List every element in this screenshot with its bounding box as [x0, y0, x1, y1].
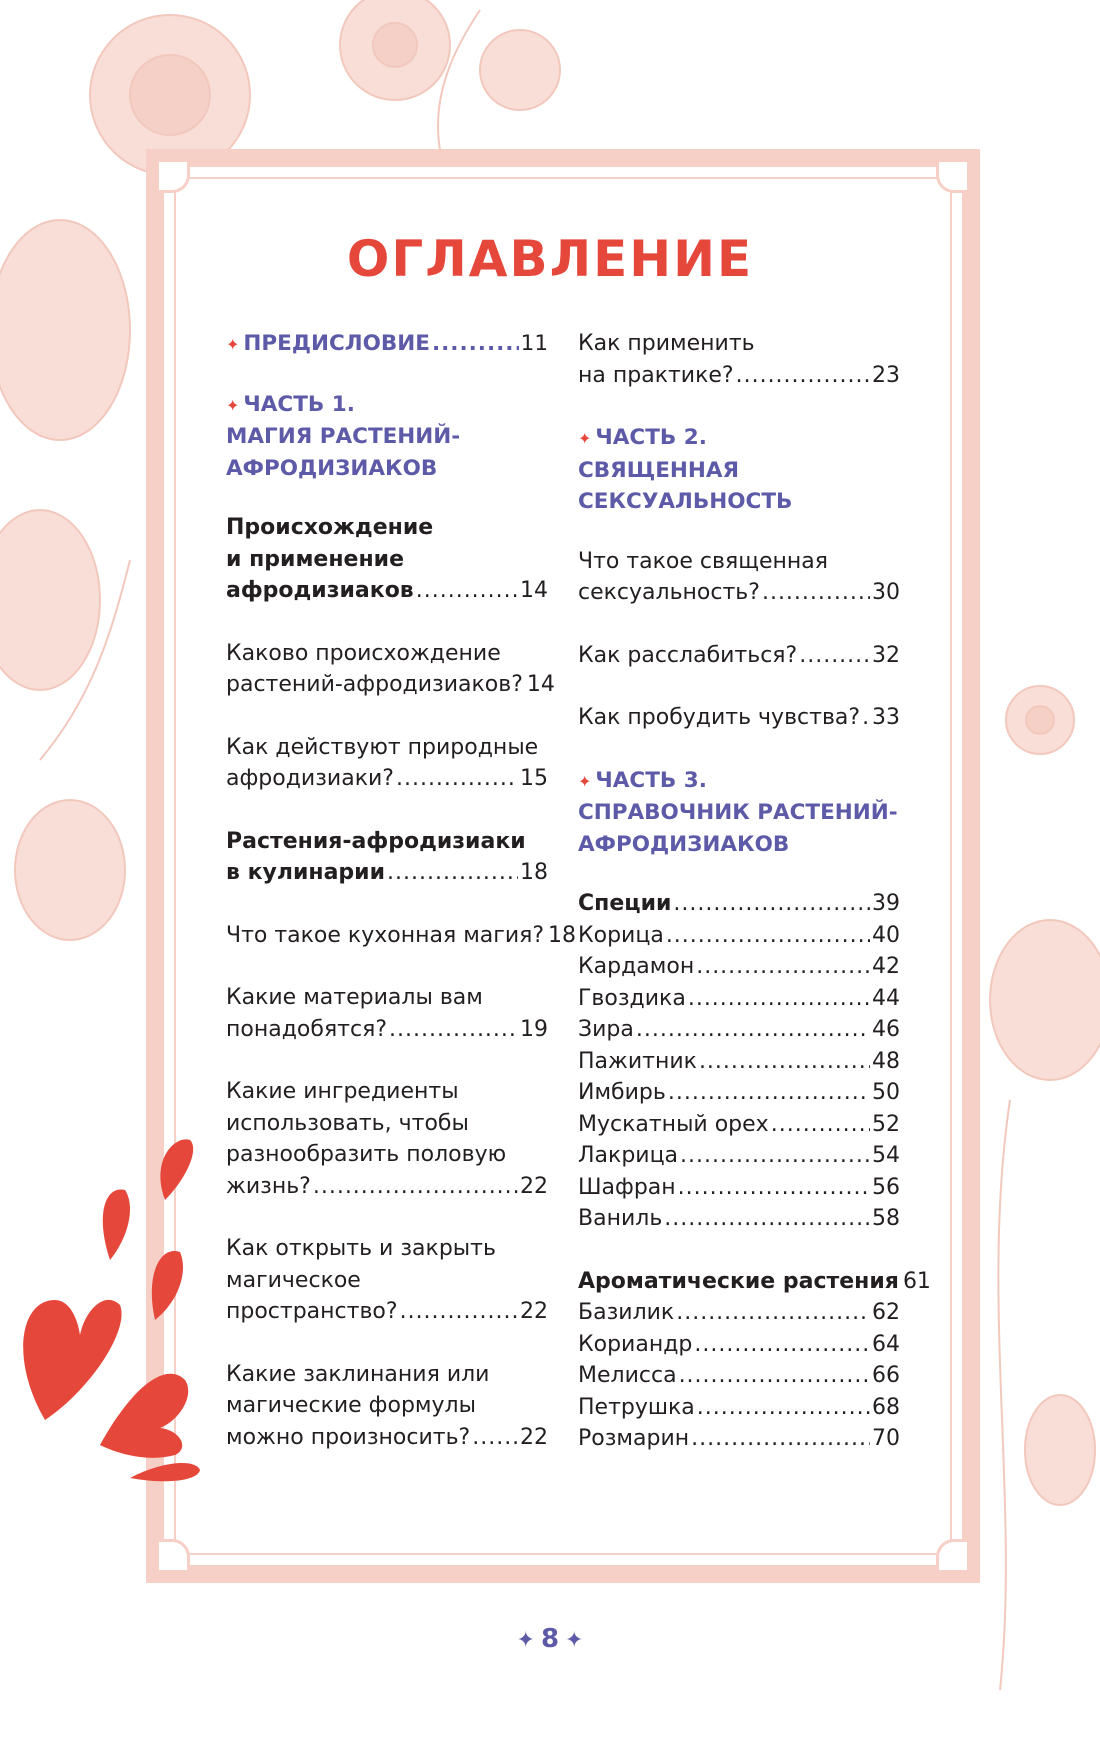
entry-text-line: магическое — [226, 1267, 361, 1293]
page-number: 50 — [872, 1080, 900, 1105]
page-number: 40 — [872, 922, 900, 948]
leader-dots — [676, 1297, 870, 1329]
entry-text-line: магические формулы — [226, 1393, 476, 1418]
toc-entry[interactable] — [578, 920, 900, 952]
page-title: ОГЛАВЛЕНИЕ — [346, 230, 754, 288]
leader-dots — [432, 328, 519, 360]
page-number: 66 — [872, 1363, 900, 1388]
entry-text-line: Петрушка — [578, 1394, 695, 1420]
page-number: 70 — [872, 1426, 900, 1451]
toc-entry[interactable] — [226, 512, 548, 607]
entry-text-line: Как применить — [578, 331, 755, 356]
leader-dots — [696, 951, 870, 983]
page-number: 48 — [872, 1048, 900, 1074]
leader-dots — [313, 1171, 518, 1203]
entry-text-line: Лакрица — [578, 1143, 679, 1168]
diamond-star-icon: ✦ — [226, 335, 240, 354]
diamond-star-icon: ✦ — [578, 429, 592, 448]
page-number: 23 — [872, 362, 900, 388]
part-heading-line: СПРАВОЧНИК РАСТЕНИЙ- — [578, 800, 898, 825]
page-number: 14 — [526, 672, 555, 697]
toc-entry[interactable] — [578, 983, 900, 1015]
diamond-star-icon: ✦ — [565, 1628, 584, 1653]
toc-part-heading[interactable] — [578, 765, 900, 861]
toc-entry[interactable] — [578, 1423, 900, 1455]
preface-label: ПРЕДИСЛОВИЕ — [243, 331, 430, 356]
toc-entry[interactable] — [226, 732, 548, 795]
page-number: 14 — [520, 578, 548, 603]
page-number: 11 — [520, 331, 548, 356]
leader-dots — [771, 1109, 870, 1141]
heart-icon — [23, 1300, 121, 1420]
diamond-star-icon: ✦ — [226, 395, 240, 415]
toc-entry[interactable] — [578, 328, 900, 391]
page-number: 58 — [872, 1206, 900, 1231]
leader-dots — [396, 763, 518, 795]
heart-icon — [152, 1251, 183, 1320]
heart-icon — [100, 1374, 188, 1458]
part-heading-line: АФРОДИЗИАКОВ — [226, 455, 438, 481]
entry-text-line: Ваниль — [578, 1206, 663, 1231]
page-number: 32 — [872, 642, 900, 668]
toc-entry[interactable] — [578, 951, 900, 983]
entry-text-line: Кориандр — [578, 1331, 693, 1357]
entry-text-line: Что такое священная — [578, 548, 828, 574]
entry-text-line: Какие ингредиенты — [226, 1079, 459, 1104]
entry-text-line: жизнь? — [226, 1173, 311, 1199]
page-number: 64 — [872, 1331, 900, 1357]
entry-text-line: Какие материалы вам — [226, 985, 483, 1010]
page-number: 56 — [872, 1174, 900, 1200]
toc-entry[interactable] — [578, 888, 900, 920]
leader-dots — [762, 577, 870, 609]
leader-dots — [666, 920, 870, 952]
toc-entry[interactable] — [578, 546, 900, 609]
entry-text-line: Базилик — [578, 1300, 675, 1325]
toc-part-heading[interactable] — [578, 422, 900, 518]
page-number: 61 — [902, 1268, 931, 1294]
heart-icon — [103, 1189, 130, 1260]
leader-dots — [678, 1172, 870, 1204]
part-heading-line: МАГИЯ РАСТЕНИЙ- — [226, 424, 461, 449]
page-number: 62 — [872, 1300, 900, 1325]
toc-entry[interactable] — [226, 638, 555, 701]
entry-text-line: Как расслабиться? — [578, 642, 798, 668]
leader-dots — [862, 702, 870, 734]
leader-dots — [387, 857, 518, 889]
toc-entry[interactable] — [578, 1203, 900, 1235]
toc-preface[interactable] — [226, 328, 548, 361]
leader-dots — [679, 1360, 870, 1392]
leader-dots — [699, 1046, 870, 1078]
toc-entry[interactable] — [226, 920, 577, 952]
page-number: 68 — [872, 1394, 900, 1420]
entry-text-line: афродизиаков — [226, 578, 414, 603]
leader-dots — [416, 575, 518, 607]
entry-text-line: разнообразить половую — [226, 1142, 507, 1167]
toc-entry[interactable] — [578, 1297, 900, 1329]
page-number: 52 — [872, 1111, 900, 1137]
toc-entry[interactable] — [226, 1233, 548, 1328]
toc-right-column — [578, 328, 931, 1486]
toc-entry[interactable] — [226, 1076, 548, 1202]
leader-dots — [472, 1422, 518, 1454]
page-number: 44 — [872, 985, 900, 1011]
leader-dots — [697, 1392, 870, 1424]
part-heading-line: АФРОДИЗИАКОВ — [578, 831, 790, 857]
toc-entry[interactable] — [578, 702, 900, 734]
part-heading-line: СЕКСУАЛЬНОСТЬ — [578, 489, 793, 514]
page-number-footer — [0, 1624, 1100, 1654]
part-heading-line: ЧАСТЬ 1. — [243, 391, 355, 417]
entry-text-line: Ароматические растения — [578, 1268, 899, 1294]
leader-dots — [668, 1077, 870, 1109]
leader-dots — [664, 1203, 870, 1235]
toc-entry[interactable] — [578, 1046, 900, 1078]
entry-text-line: Происхождение — [226, 515, 434, 540]
entry-text-line: Что такое кухонная магия? — [226, 922, 545, 948]
entry-text-line: Шафран — [578, 1174, 676, 1200]
entry-text-line: можно произносить? — [226, 1424, 471, 1450]
toc-list-aromatic — [578, 1266, 931, 1455]
part-heading-line: ЧАСТЬ 2. — [595, 425, 707, 450]
leader-dots — [736, 360, 870, 392]
page-number: 30 — [872, 580, 900, 605]
leader-dots — [680, 1140, 870, 1172]
toc-list-spices — [578, 888, 900, 1235]
page-number: 22 — [520, 1424, 548, 1450]
entry-text-line: Как открыть и закрыть — [226, 1236, 496, 1261]
diamond-star-icon: ✦ — [578, 771, 592, 791]
toc-entry[interactable] — [578, 1140, 900, 1172]
toc-entry[interactable] — [578, 1266, 931, 1298]
entry-text-line: Растения-афродизиаки — [226, 828, 526, 854]
entry-text-line: растений-афродизиаков? — [226, 672, 523, 697]
heart-icon — [130, 1463, 200, 1481]
toc-entry[interactable] — [578, 1329, 900, 1361]
entry-text-line: Как пробудить чувства? — [578, 705, 861, 730]
page-number: 18 — [520, 860, 548, 885]
entry-text-line: Пажитник — [578, 1048, 697, 1074]
toc-entry[interactable] — [578, 1392, 900, 1424]
page-number: 39 — [872, 891, 900, 916]
leader-dots — [389, 1014, 518, 1046]
heart-icon — [160, 1139, 193, 1200]
toc-entry[interactable] — [226, 826, 548, 889]
toc-left-column — [226, 328, 577, 1484]
entry-text-line: Как действуют природные — [226, 734, 539, 760]
page-number: 19 — [520, 1016, 548, 1042]
entry-text-line: Зира — [578, 1017, 634, 1042]
entry-text-line: на практике? — [578, 362, 734, 388]
page-number: 46 — [872, 1017, 900, 1042]
page-number-value: 8 — [540, 1624, 560, 1654]
part-heading-line: СВЯЩЕННАЯ — [578, 457, 740, 483]
entry-text-line: афродизиаки? — [226, 766, 394, 791]
leader-dots — [691, 1423, 870, 1455]
entry-text-line: пространство? — [226, 1299, 398, 1324]
entry-text-line: сексуальность? — [578, 580, 760, 605]
entry-text-line: Мелисса — [578, 1363, 677, 1388]
entry-text-line: в кулинарии — [226, 860, 386, 885]
toc-entry[interactable] — [578, 1014, 900, 1046]
entry-text-line: и применение — [226, 546, 404, 572]
entry-text-line: Корица — [578, 922, 664, 948]
entry-text-line: понадобятся? — [226, 1016, 388, 1042]
page-number: 18 — [548, 922, 577, 948]
toc-entry[interactable] — [578, 1172, 900, 1204]
toc-part-heading[interactable] — [226, 389, 548, 485]
entry-text-line: Розмарин — [578, 1426, 690, 1451]
page-number: 54 — [872, 1143, 900, 1168]
entry-text-line: Мускатный орех — [578, 1111, 769, 1137]
toc-entry[interactable] — [226, 1359, 548, 1454]
entry-text-line: Каково происхождение — [226, 640, 501, 666]
leader-dots — [673, 888, 870, 920]
leader-dots — [636, 1014, 870, 1046]
leader-dots — [694, 1329, 870, 1361]
toc-entry[interactable] — [578, 640, 900, 672]
leader-dots — [688, 983, 870, 1015]
page-number: 22 — [520, 1299, 548, 1324]
page-number: 33 — [872, 705, 900, 730]
page-number: 15 — [520, 766, 548, 791]
entry-text-line: Специи — [578, 891, 672, 916]
leader-dots — [400, 1296, 518, 1328]
entry-text-line: Гвоздика — [578, 985, 686, 1011]
page-number: 42 — [872, 954, 900, 979]
toc-entry[interactable] — [578, 1109, 900, 1141]
part-heading-line: ЧАСТЬ 3. — [595, 767, 707, 793]
entry-text-line: Какие заклинания или — [226, 1361, 490, 1387]
entry-text-line: Имбирь — [578, 1080, 666, 1105]
toc-entry[interactable] — [578, 1360, 900, 1392]
leader-dots — [799, 640, 870, 672]
entry-text-line: использовать, чтобы — [226, 1110, 469, 1136]
page-number: 22 — [520, 1173, 548, 1199]
diamond-star-icon: ✦ — [516, 1628, 535, 1653]
entry-text-line: Кардамон — [578, 954, 695, 979]
toc-entry[interactable] — [226, 982, 548, 1045]
toc-entry[interactable] — [578, 1077, 900, 1109]
